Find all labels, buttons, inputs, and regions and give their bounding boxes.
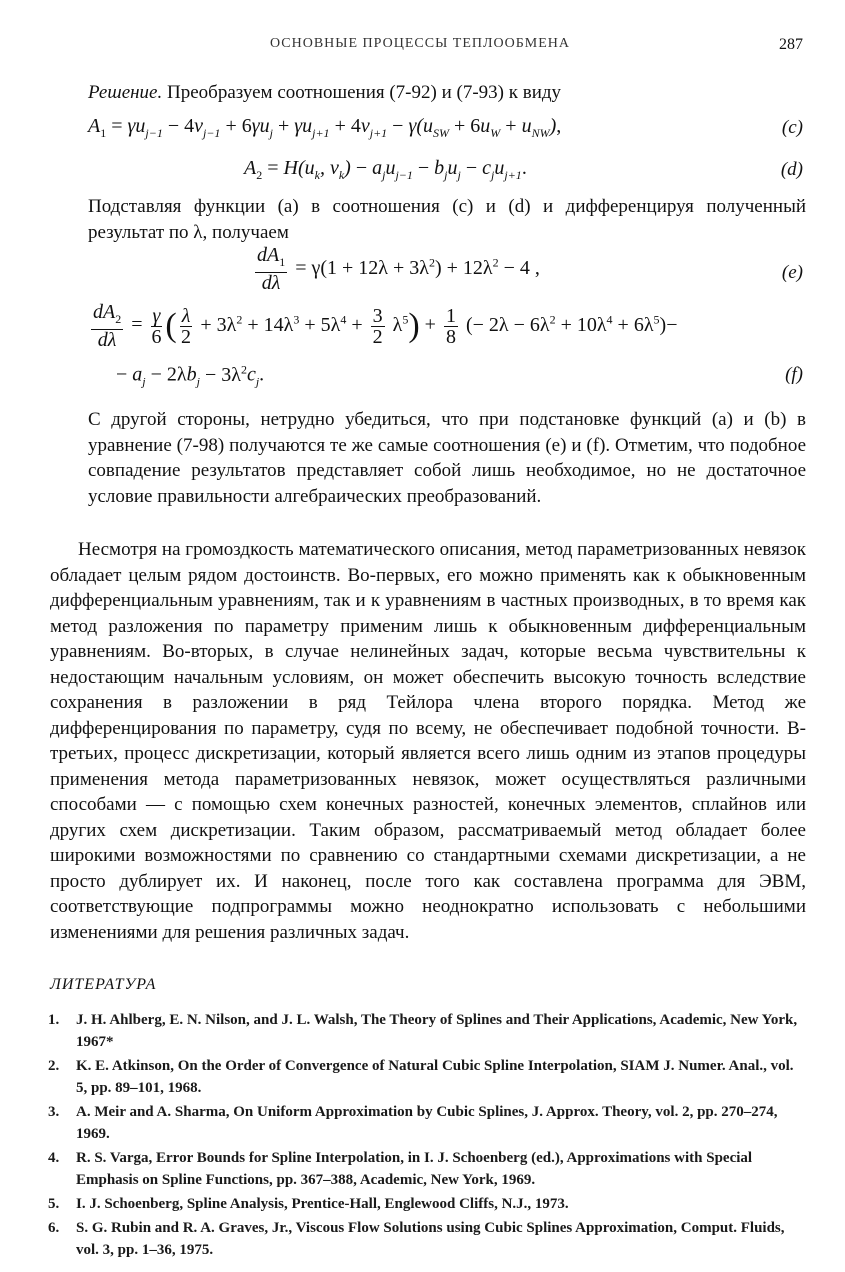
equation-c: $A_1 = \gamma u_{j-1} - 4v_{j-1} + 6\gamma u_j + \gamma u_{j+1} + 4v_{j+1} - \gamma(u_{SW} + 6u_W + u_{NW})$, [88, 115, 562, 140]
reference-item: 5. I. J. Schoenberg, Spline Analysis, Prentice-Hall, Englewood Cliffs, N.J., 1973. [48, 1196, 569, 1212]
equation-c-tag: (c) [781, 117, 803, 138]
equation-e: $\frac{dA_1}{d\lambda}$ = $\gamma(1 + 12\lambda + 3\lambda^2) + 12\lambda^2 - 4$ , [257, 244, 540, 294]
equation-d: $A_2 = H(u_k$, $v_k) - a_ju_{j-1} - b_ju_j - c_ju_{j+1}$. [244, 157, 527, 182]
literature-heading: ЛИТЕРАТУРА [50, 976, 157, 993]
solution-label: Решение. [88, 82, 163, 103]
reference-item: 1. J. H. Ahlberg, E. N. Nilson, and J. L. Walsh, The Theory of Splines and Their Applications, Academic, New York, 1967* [48, 1012, 798, 1050]
reference-list [48, 1009, 808, 1263]
solution-text: Преобразуем соотношения (7-92) и (7-93) к виду [162, 82, 562, 103]
equation-d-tag: (d) [780, 159, 803, 180]
equation-e-tag: (e) [781, 262, 803, 283]
reference-item: 6. S. G. Rubin and R. A. Graves, Jr., Viscous Flow Solutions using Cubic Splines Approximation, Comput. Fluids, vol. 3, pp. 1–36, 1975. [48, 1220, 785, 1258]
equation-f: $\frac{dA_2}{d\lambda}$ = $\frac{\gamma}{6}$ ( $\frac{\lambda}{2}$ + $3\lambda^2 + 14\lambda^3 + 5\lambda^4$ + $\frac{3}{2}$ $\lambda^5$) + $\frac{1}{8}$ (− $2\lambda - 6\lambda^2 + 10\lambda^4 + 6\lambda^5)-$ [93, 301, 678, 351]
substitution-text: Подставляя функции (a) в соотношения (c) и (d) и дифференцируя полученный результат по λ, получаем [88, 196, 806, 243]
solution-intro [88, 80, 806, 106]
equation-f-tag: (f) [785, 364, 803, 385]
running-title: ОСНОВНЫЕ ПРОЦЕССЫ ТЕПЛООБМЕНА [270, 36, 570, 51]
reference-item: 3. A. Meir and A. Sharma, On Uniform Approximation by Cubic Splines, J. Approx. Theory, vol. 2, pp. 270–274, 1969. [48, 1104, 778, 1142]
reference-item: 4. R. S. Varga, Error Bounds for Spline Interpolation, in I. J. Schoenberg (ed.), Approximations with Special Emphasis on Spline Functions, pp. 367–388, Academic, New York, 1969. [48, 1150, 753, 1188]
discussion-paragraph: Несмотря на громоздкость математического описания, метод параметризованных невязок обладает целым рядом достоинств. Во-первых, его можно применять как к обыкновенным дифференциальным уравнениям, так и к уравнениям в частных производных, в то время как метод разложения по параметру применим лишь к обыкновенным дифференциальным уравнениям. Во-вторых, в случае нелинейных задач, которые весьма чувствительны к недостающим начальным условиям, он может обеспечить высокую точность вследствие сохранения в разложении в ряд Тейлора члена второго порядка. Метод же дифференцирования по параметру, судя по всему, не обеспечивает подобной точности. В-третьих, процесс дискретизации, который является всего лишь одним из этапов процедуры применения метода параметризованных невязок, может осуществляться различными способами — с помощью схем конечных разностей, конечных элементов, сплайнов или других схем дискретизации. Таким образом, рассматриваемый метод обладает более широкими возможностями по сравнению со стандартными схемами дискретизации, а не просто дублирует их. И наконец, после того как составлена программа для ЭВМ, соответствующие подпрограммы можно неоднократно использовать с небольшими изменениями для решения различных задач. [50, 539, 806, 943]
page-number: 287 [779, 36, 803, 53]
equation-f-continuation: − $a_j - 2\lambda b_j - 3\lambda^2c_j$. [116, 362, 265, 389]
reference-item: 2. K. E. Atkinson, On the Order of Convergence of Natural Cubic Spline Interpolation, SIAM J. Numer. Anal., vol. 5, pp. 89–101, 1968. [48, 1058, 794, 1096]
page-header [0, 36, 845, 56]
verification-paragraph: С другой стороны, нетрудно убедиться, что при подстановке функций (a) и (b) в уравнение (7-98) получаются те же самые соотношения (e) и (f). Отметим, что подобное совпадение результатов представляет собой лишь необходимое, но не достаточное условие правильности алгебраических преобразований. [88, 409, 806, 507]
